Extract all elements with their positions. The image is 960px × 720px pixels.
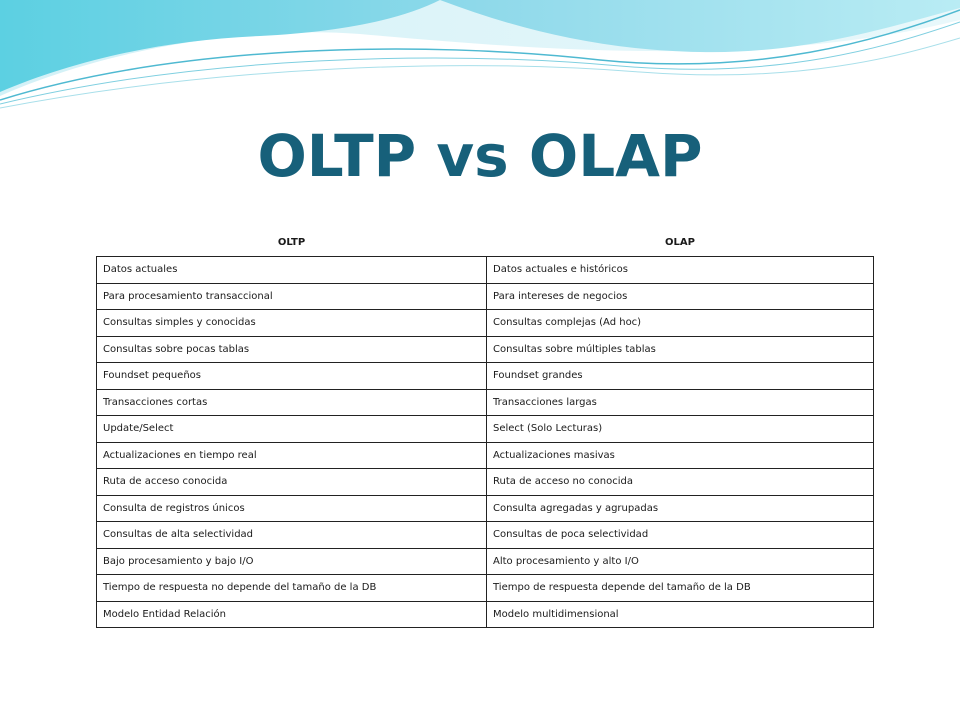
slide-title: OLTP vs OLAP (257, 122, 703, 190)
cell-oltp: Consulta de registros únicos (97, 495, 487, 522)
cell-oltp: Modelo Entidad Relación (97, 601, 487, 628)
cell-olap: Para intereses de negocios (487, 283, 874, 310)
table-row (97, 548, 874, 575)
table-header-row (97, 228, 874, 257)
table-row (97, 416, 874, 443)
cell-olap: Modelo multidimensional (487, 601, 874, 628)
table-row (97, 363, 874, 390)
header-oltp: OLTP (97, 228, 487, 257)
cell-oltp: Foundset pequeños (97, 363, 487, 390)
cell-oltp: Bajo procesamiento y bajo I/O (97, 548, 487, 575)
table-row (97, 495, 874, 522)
wave-header-decoration (0, 0, 960, 130)
cell-olap: Foundset grandes (487, 363, 874, 390)
cell-oltp: Transacciones cortas (97, 389, 487, 416)
cell-olap: Select (Solo Lecturas) (487, 416, 874, 443)
table-row (97, 389, 874, 416)
cell-oltp: Datos actuales (97, 257, 487, 284)
cell-olap: Consultas sobre múltiples tablas (487, 336, 874, 363)
table-row (97, 336, 874, 363)
cell-olap: Tiempo de respuesta depende del tamaño de la DB (487, 575, 874, 602)
cell-oltp: Consultas simples y conocidas (97, 310, 487, 337)
cell-oltp: Consultas de alta selectividad (97, 522, 487, 549)
table-row (97, 442, 874, 469)
wave-band-dark (0, 0, 960, 92)
cell-oltp: Actualizaciones en tiempo real (97, 442, 487, 469)
cell-olap: Actualizaciones masivas (487, 442, 874, 469)
cell-olap: Transacciones largas (487, 389, 874, 416)
cell-olap: Alto procesamiento y alto I/O (487, 548, 874, 575)
table-row (97, 283, 874, 310)
cell-olap: Consultas de poca selectividad (487, 522, 874, 549)
cell-oltp: Update/Select (97, 416, 487, 443)
table-row (97, 522, 874, 549)
cell-olap: Ruta de acceso no conocida (487, 469, 874, 496)
comparison-table (96, 228, 874, 628)
cell-oltp: Consultas sobre pocas tablas (97, 336, 487, 363)
table-row (97, 601, 874, 628)
table-row (97, 575, 874, 602)
table-row (97, 257, 874, 284)
cell-oltp: Para procesamiento transaccional (97, 283, 487, 310)
cell-oltp: Ruta de acceso conocida (97, 469, 487, 496)
table-row (97, 310, 874, 337)
cell-oltp: Tiempo de respuesta no depende del tamaño de la DB (97, 575, 487, 602)
header-olap: OLAP (487, 228, 874, 257)
cell-olap: Consultas complejas (Ad hoc) (487, 310, 874, 337)
cell-olap: Consulta agregadas y agrupadas (487, 495, 874, 522)
table-row (97, 469, 874, 496)
cell-olap: Datos actuales e históricos (487, 257, 874, 284)
